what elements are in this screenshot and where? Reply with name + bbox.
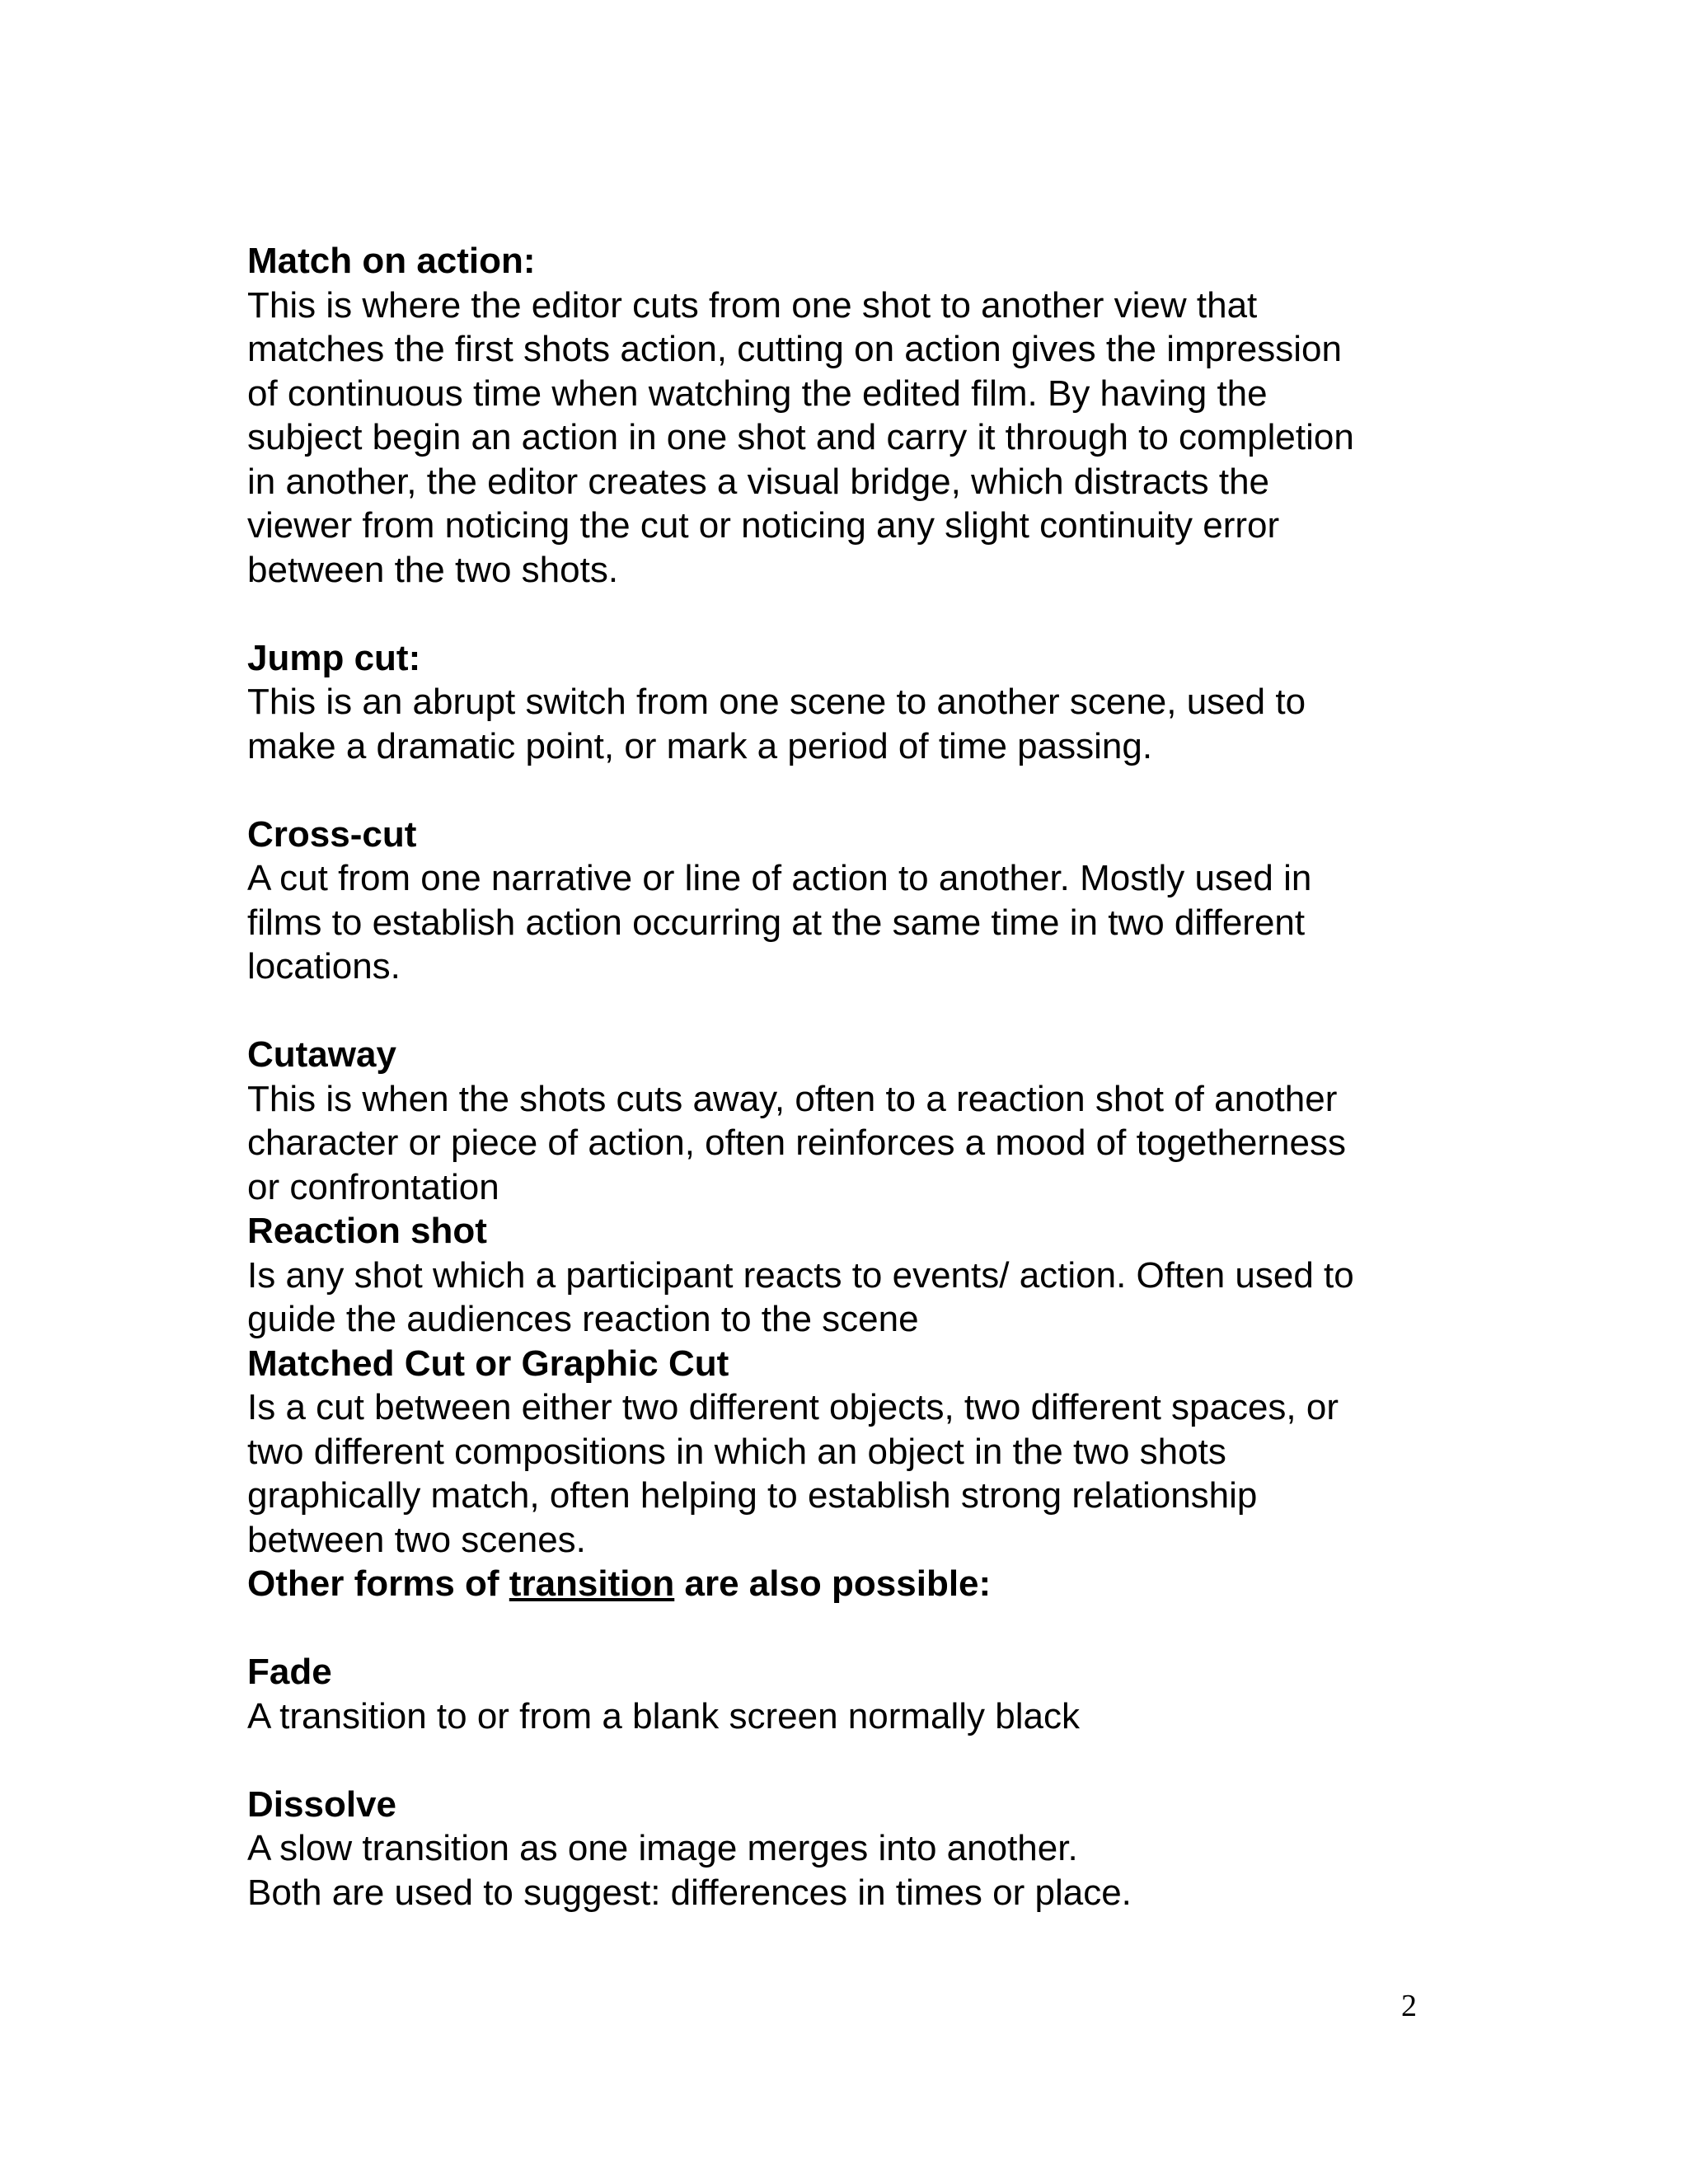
cutaway-heading: Cutaway: [247, 1034, 396, 1075]
paragraph-spacer: [247, 592, 1459, 636]
body-line: between the two shots.: [247, 549, 619, 590]
body-line: A slow transition as one image merges into another.: [247, 1828, 1078, 1868]
body-line: locations.: [247, 946, 401, 987]
body-line: graphically match, often helping to establish strong relationship: [247, 1475, 1258, 1516]
other-forms-suffix: are also possible:: [674, 1563, 992, 1604]
body-line: two different compositions in which an object in the two shots: [247, 1431, 1226, 1472]
dissolve-heading: Dissolve: [247, 1783, 396, 1825]
body-line: Is a cut between either two different objects, two different spaces, or: [247, 1387, 1339, 1427]
document-body: [247, 239, 1459, 1915]
body-line: between two scenes.: [247, 1519, 586, 1560]
match-on-action-heading: Match on action:: [247, 241, 536, 281]
other-forms-heading: [247, 1562, 1459, 1606]
body-line: or confrontation: [247, 1166, 499, 1207]
body-line: viewer from noticing the cut or noticing any slight continuity error: [247, 505, 1280, 546]
cross-cut-heading: Cross-cut: [247, 813, 417, 855]
body-line: This is an abrupt switch from one scene to another scene, used to: [247, 682, 1306, 722]
paragraph-spacer: [247, 1606, 1459, 1651]
jump-cut-heading: Jump cut:: [247, 637, 421, 678]
body-line: This is where the editor cuts from one shot to another view that: [247, 284, 1258, 326]
body-line: Is any shot which a participant reacts to events/ action. Often used to: [247, 1254, 1354, 1296]
fade-heading: Fade: [247, 1652, 332, 1692]
body-line: films to establish action occurring at the same time in two different: [247, 902, 1306, 943]
body-line: subject begin an action in one shot and carry it through to completion: [247, 417, 1354, 457]
other-forms-prefix: Other forms of: [247, 1563, 509, 1604]
paragraph-spacer: [247, 989, 1459, 1033]
matched-cut-heading: Matched Cut or Graphic Cut: [247, 1343, 729, 1384]
body-line: make a dramatic point, or mark a period of time passing.: [247, 725, 1153, 766]
body-line: character or piece of action, often reinforces a mood of togetherness: [247, 1122, 1346, 1163]
body-line: A transition to or from a blank screen normally black: [247, 1695, 1081, 1736]
body-line: guide the audiences reaction to the scene: [247, 1299, 919, 1339]
page-number: 2: [1401, 1989, 1417, 2023]
body-line: in another, the editor creates a visual bridge, which distracts the: [247, 461, 1270, 502]
body-line: A cut from one narrative or line of action to another. Mostly used in: [247, 858, 1312, 898]
body-line: This is when the shots cuts away, often to a reaction shot of another: [247, 1078, 1338, 1119]
reaction-shot-heading: Reaction shot: [247, 1211, 487, 1251]
body-line: of continuous time when watching the edited film. By having the: [247, 373, 1268, 414]
body-line: matches the first shots action, cutting on action gives the impression: [247, 329, 1342, 369]
paragraph-spacer: [247, 768, 1459, 813]
paragraph-spacer: [247, 1738, 1459, 1783]
transition-link[interactable]: transition: [509, 1563, 675, 1604]
body-line: Both are used to suggest: differences in times or place.: [247, 1872, 1132, 1913]
